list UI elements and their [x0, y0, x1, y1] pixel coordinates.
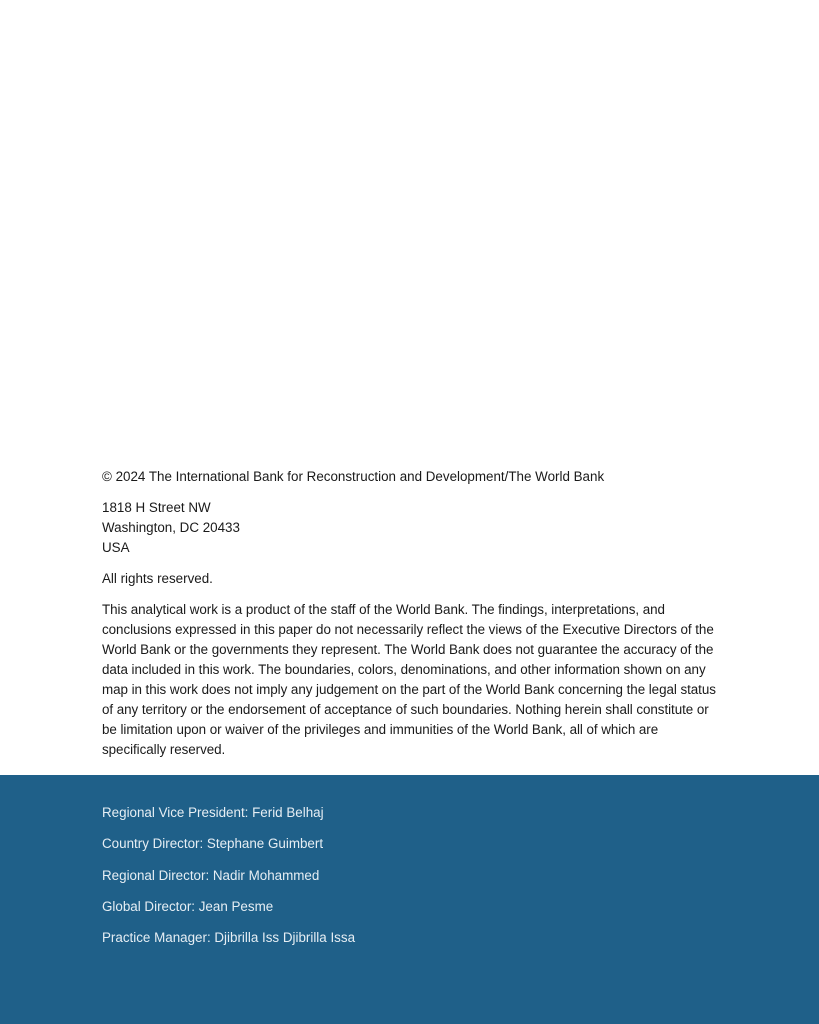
address-city: Washington, DC 20433 — [102, 520, 240, 535]
credits-list — [102, 803, 355, 959]
postal-address — [102, 498, 717, 558]
credits-footer — [0, 775, 819, 1024]
credit-country-director: Country Director: Stephane Guimbert — [102, 836, 324, 852]
credit-practice-manager: Practice Manager: Djibrilla Iss Djibrilla Issa — [102, 930, 356, 946]
disclaimer-paragraph: This analytical work is a product of the staff of the World Bank. The findings, interpretations, and conclusions expressed in this paper do not necessarily reflect the views of the Executive Directors of the World Bank or the governments they represent. The World Bank does not guarantee the accuracy of the data included in this work. The boundaries, colors, denominations, and other information shown on any map in this work does not imply any judgement on the part of the World Bank concerning the legal status of any territory or the endorsement of acceptance of such boundaries. Nothing herein shall constitute or be limitation upon or waiver of the privileges and immunities of the World Bank, all of which are specifically reserved. — [102, 602, 716, 757]
address-street: 1818 H Street NW — [102, 500, 211, 515]
credit-regional-vice-president: Regional Vice President: Ferid Belhaj — [102, 805, 324, 820]
credit-regional-director: Regional Director: Nadir Mohammed — [102, 867, 320, 883]
address-country: USA — [102, 540, 130, 555]
credit-global-director: Global Director: Jean Pesme — [102, 898, 274, 914]
copyright-line: © 2024 The International Bank for Reconstruction and Development/The World Bank — [102, 469, 605, 484]
publication-notice — [102, 467, 717, 771]
rights-reserved: All rights reserved. — [102, 571, 213, 586]
